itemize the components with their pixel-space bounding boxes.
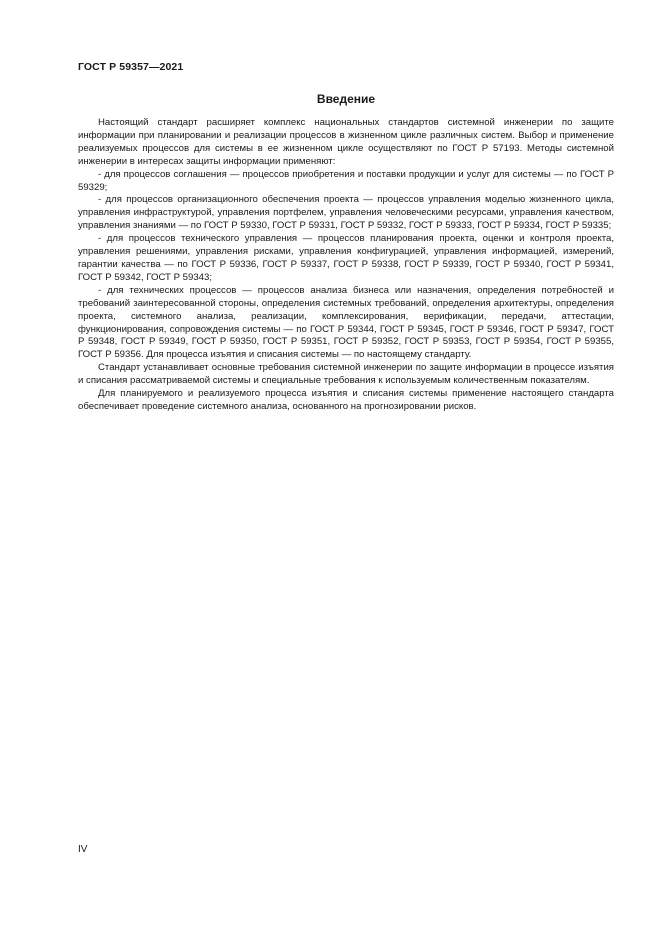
- paragraph-standard-requirements: Стандарт устанавливает основные требования системной инженерии по защите информации в процессе изъятия и списания рассматриваемой системы и специальные требования к используемым количественным показателям.: [78, 362, 614, 387]
- introduction-body: [78, 117, 614, 414]
- paragraph-intro: Настоящий стандарт расширяет комплекс национальных стандартов системной инженерии по защите информации при планировании и реализации процессов в жизненном цикле различных систем. Выбор и применение реализуемых процессов для системы в ее жизненном цикле осуществляют по ГОСТ Р 57193. Методы системной инженерии в интересах защиты информации применяют:: [78, 117, 614, 167]
- paragraph-agreement-processes: - для процессов соглашения — процессов приобретения и поставки продукции и услуг для системы — по ГОСТ Р 59329;: [78, 168, 614, 193]
- page-number: IV: [78, 844, 88, 855]
- paragraph-organizational-processes: - для процессов организационного обеспечения проекта — процессов управления моделью жизненного цикла, управления инфраструктурой, управления портфелем, управления человеческими ресурсами, управления качеством, управления знаниями — по ГОСТ Р 59330, ГОСТ Р 59331, ГОСТ Р 59332, ГОСТ Р 59333, ГОСТ Р 59334, ГОСТ Р 59335;: [78, 194, 614, 232]
- paragraph-risk-analysis: Для планируемого и реализуемого процесса изъятия и списания системы применение настоящего стандарта обеспечивает проведение системного анализа, основанного на прогнозировании рисков.: [78, 388, 614, 412]
- paragraph-technical-management-processes: - для процессов технического управления — процессов планирования проекта, оценки и контроля проекта, управления решениями, управления рисками, управления конфигурацией, управления информацией, измерений, гарантии качества — по ГОСТ Р 59336, ГОСТ Р 59337, ГОСТ Р 59338, ГОСТ Р 59339, ГОСТ Р 59340, ГОСТ Р 59341, ГОСТ Р 59342, ГОСТ Р 59343;: [78, 233, 614, 283]
- paragraph-technical-processes: - для технических процессов — процессов анализа бизнеса или назначения, определения потребностей и требований заинтересованной стороны, определения системных требований, определения архитектуры, определения проекта, системного анализа, реализации, комплексирования, верификации, передачи, аттестации, функционирования, сопровождения системы — по ГОСТ Р 59344, ГОСТ Р 59345, ГОСТ Р 59346, ГОСТ Р 59347, ГОСТ Р 59348, ГОСТ Р 59349, ГОСТ Р 59350, ГОСТ Р 59351, ГОСТ Р 59352, ГОСТ Р 59353, ГОСТ Р 59354, ГОСТ Р 59355, ГОСТ Р 59356. Для процесса изъятия и списания системы — по настоящему стандарту.: [78, 284, 614, 361]
- section-title: Введение: [316, 92, 376, 106]
- document-code-header: ГОСТ Р 59357—2021: [78, 61, 184, 73]
